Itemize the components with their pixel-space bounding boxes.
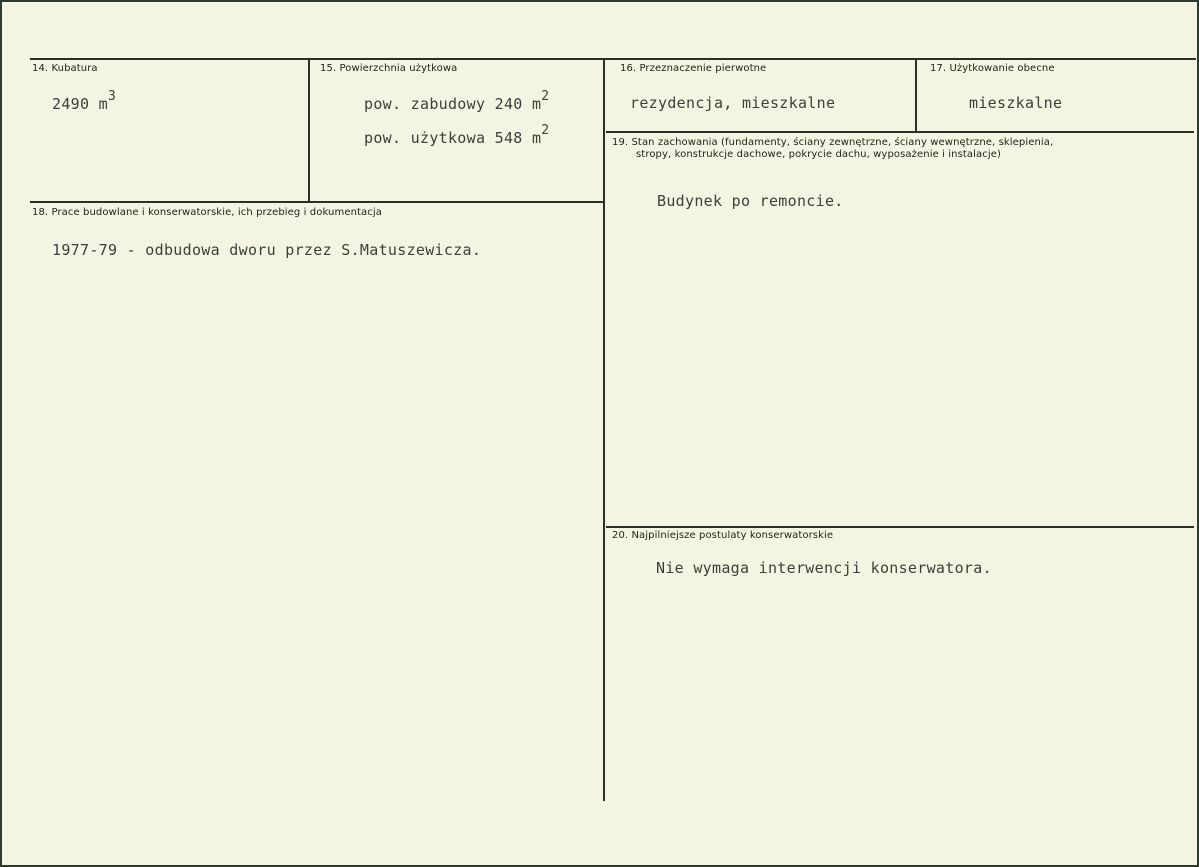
label-powierzchnia: 15. Powierzchnia użytkowa <box>320 63 458 74</box>
value-uzytkowa: pow. użytkowa 548 $m^2$ <box>364 123 550 147</box>
rule-below-f17 <box>606 131 1194 133</box>
label-kubatura: 14. Kubatura <box>32 63 98 74</box>
label-stan-zachowania-cont: stropy, konstrukcje dachowe, pokrycie dachu, wyposażenie i instalacje) <box>636 149 1001 160</box>
label-stan-zachowania: 19. Stan zachowania (fundamenty, ściany zewnętrzne, ściany wewnętrzne, sklepienia, <box>612 137 1054 148</box>
value-postulaty: Nie wymaga interwencji konserwatora. <box>656 559 992 577</box>
top-rule <box>30 58 1196 60</box>
value-kubatura: 2490 $m^3$ <box>52 89 117 113</box>
value-stan-zachowania: Budynek po remoncie. <box>657 192 844 210</box>
divider-16-17 <box>915 59 917 132</box>
label-postulaty: 20. Najpilniejsze postulaty konserwatorskie <box>612 530 834 541</box>
rule-above-f20 <box>606 526 1194 528</box>
label-przeznaczenie: 16. Przeznaczenie pierwotne <box>620 63 767 74</box>
value-prace-budowlane: 1977-79 - odbudowa dworu przez S.Matuszewicza. <box>52 241 482 259</box>
divider-main <box>603 59 605 801</box>
value-uzytkowanie: mieszkalne <box>969 94 1063 112</box>
rule-below-f15 <box>30 201 604 203</box>
label-uzytkowanie: 17. Użytkowanie obecne <box>930 63 1055 74</box>
label-prace-budowlane: 18. Prace budowlane i konserwatorskie, ich przebieg i dokumentacja <box>32 207 382 218</box>
divider-14-15 <box>308 59 310 202</box>
value-przeznaczenie: rezydencja, mieszkalne <box>630 94 836 112</box>
value-zabudowy: pow. zabudowy 240 $m^2$ <box>364 89 550 113</box>
